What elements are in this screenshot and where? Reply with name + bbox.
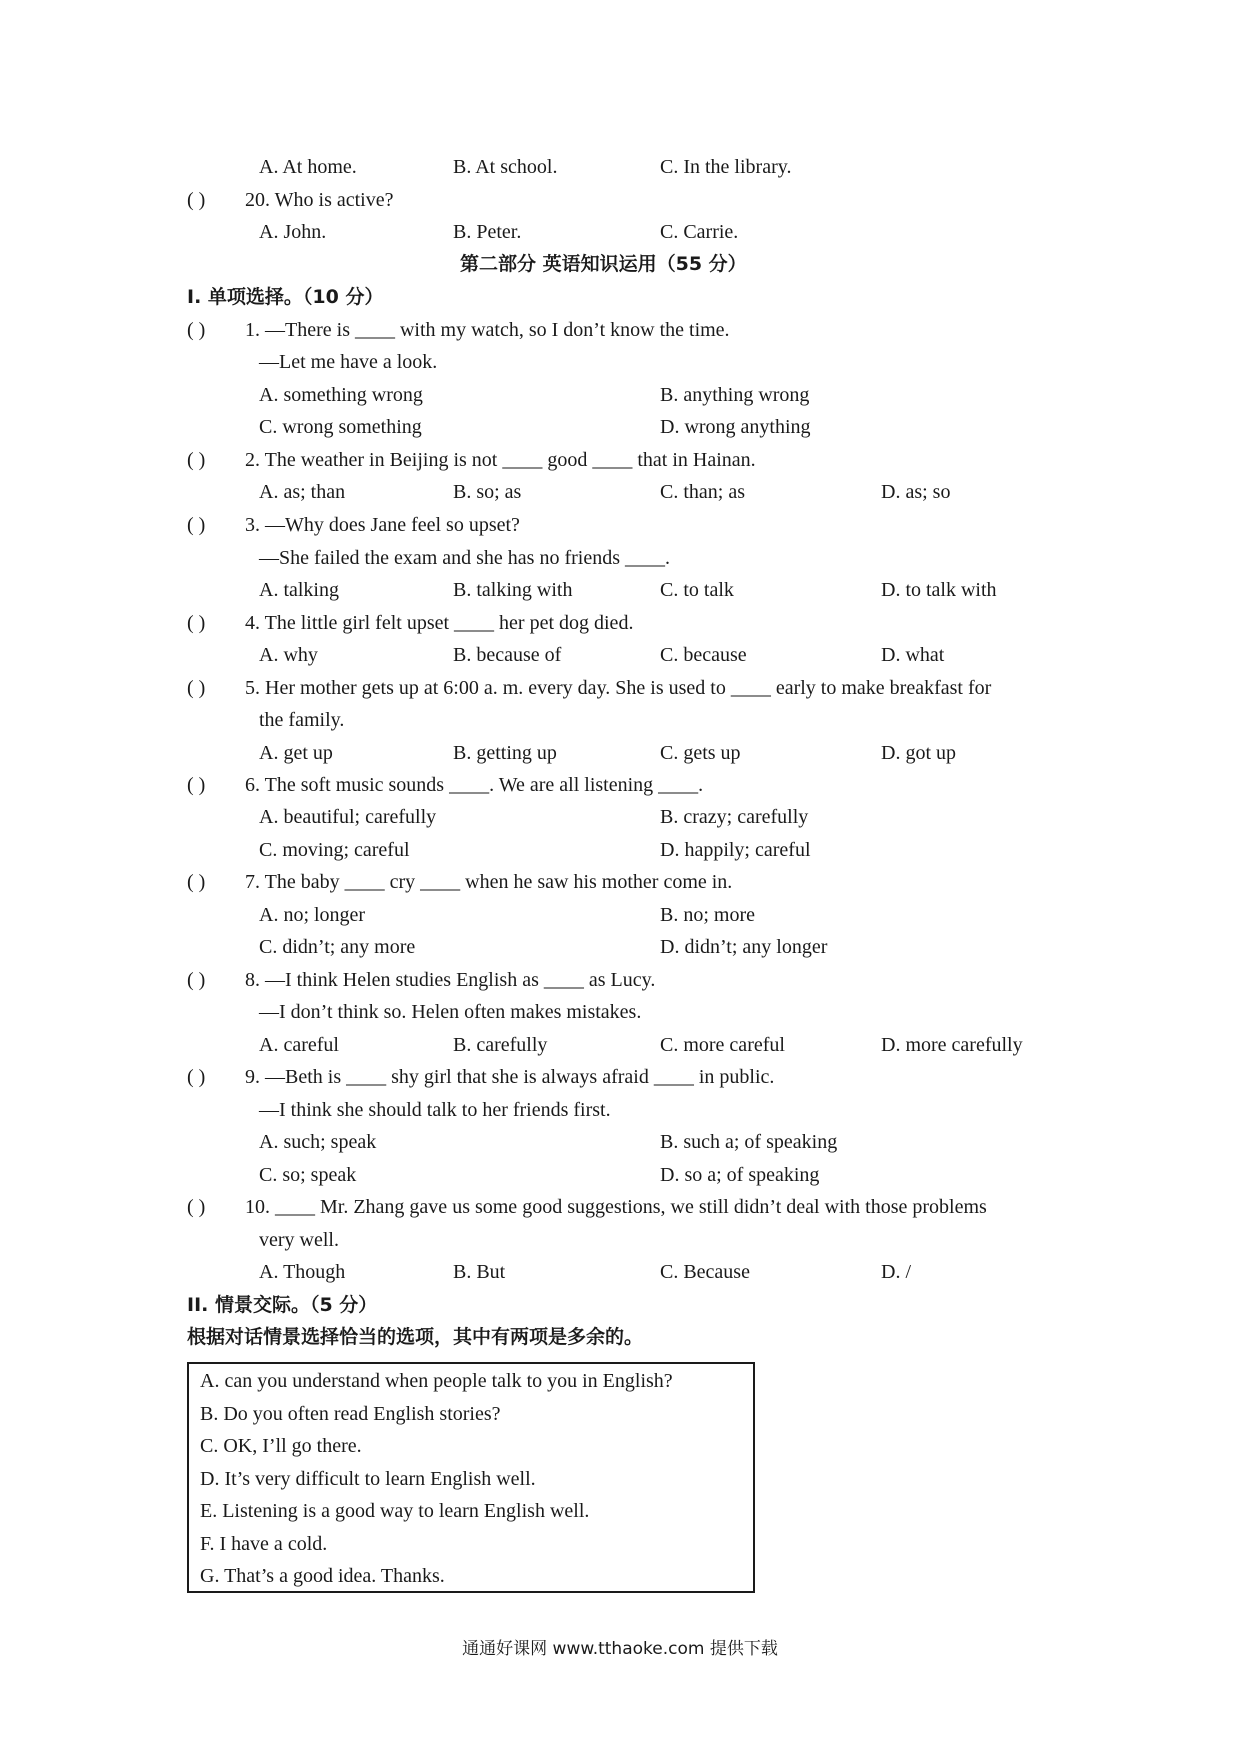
q9-stem-line2: —I think she should talk to her friends first. <box>259 1099 611 1121</box>
box-option-g: G. That’s a good idea. Thanks. <box>200 1565 445 1587</box>
q8-answer-blank[interactable]: ( ) <box>187 969 206 991</box>
q10-option-d: D. / <box>881 1261 911 1283</box>
q3-answer-blank[interactable]: ( ) <box>187 514 206 536</box>
q6-option-a: A. beautiful; carefully <box>259 806 437 828</box>
q4-answer-blank[interactable]: ( ) <box>187 612 206 634</box>
box-option-b: B. Do you often read English stories? <box>200 1403 501 1425</box>
q6-stem: 6. The soft music sounds ____. We are all listening ____. <box>245 774 704 796</box>
q9-option-a: A. such; speak <box>259 1131 377 1153</box>
box-option-f: F. I have a cold. <box>200 1533 328 1555</box>
q2-answer-blank[interactable]: ( ) <box>187 449 206 471</box>
q1-option-c: C. wrong something <box>259 416 422 438</box>
options-box <box>187 1362 755 1593</box>
q5-option-a: A. get up <box>259 742 333 764</box>
q19-option-a: A. At home. <box>259 156 357 178</box>
q5-stem-line2: the family. <box>259 709 345 731</box>
q3-option-d: D. to talk with <box>881 579 997 601</box>
q20-option-a: A. John. <box>259 221 327 243</box>
q2-option-a: A. as; than <box>259 481 346 503</box>
q4-option-b: B. because of <box>453 644 562 666</box>
section2-title: II. 情景交际。（5 分） <box>187 1294 378 1316</box>
q19-option-b: B. At school. <box>453 156 558 178</box>
q4-stem: 4. The little girl felt upset ____ her pet dog died. <box>245 612 634 634</box>
q9-option-c: C. so; speak <box>259 1164 357 1186</box>
q4-option-a: A. why <box>259 644 318 666</box>
q1-answer-blank[interactable]: ( ) <box>187 319 206 341</box>
part2-title: 第二部分 英语知识运用（55 分） <box>460 253 747 275</box>
q6-option-c: C. moving; careful <box>259 839 410 861</box>
q4-option-c: C. because <box>660 644 747 666</box>
q3-stem-line2: —She failed the exam and she has no friends ____. <box>259 547 671 569</box>
box-option-e: E. Listening is a good way to learn English well. <box>200 1500 590 1522</box>
section1-title: I. 单项选择。（10 分） <box>187 286 384 308</box>
q9-option-d: D. so a; of speaking <box>660 1164 820 1186</box>
q8-option-d: D. more carefully <box>881 1034 1023 1056</box>
q2-option-b: B. so; as <box>453 481 522 503</box>
q3-stem-line1: 3. —Why does Jane feel so upset? <box>245 514 520 536</box>
q9-option-b: B. such a; of speaking <box>660 1131 838 1153</box>
q20-option-c: C. Carrie. <box>660 221 739 243</box>
q10-option-b: B. But <box>453 1261 506 1283</box>
q1-stem-line2: —Let me have a look. <box>259 351 438 373</box>
q2-option-c: C. than; as <box>660 481 745 503</box>
box-option-a: A. can you understand when people talk to you in English? <box>200 1370 673 1392</box>
q7-option-d: D. didn’t; any longer <box>660 936 828 958</box>
q20-stem: 20. Who is active? <box>245 189 394 211</box>
q10-answer-blank[interactable]: ( ) <box>187 1196 206 1218</box>
q7-option-b: B. no; more <box>660 904 755 926</box>
q3-option-b: B. talking with <box>453 579 573 601</box>
q2-option-d: D. as; so <box>881 481 951 503</box>
q1-option-b: B. anything wrong <box>660 384 810 406</box>
q1-stem-line1: 1. —There is ____ with my watch, so I don’t know the time. <box>245 319 730 341</box>
q1-option-a: A. something wrong <box>259 384 423 406</box>
q8-option-b: B. carefully <box>453 1034 548 1056</box>
q9-stem-line1: 9. —Beth is ____ shy girl that she is always afraid ____ in public. <box>245 1066 775 1088</box>
q1-option-d: D. wrong anything <box>660 416 811 438</box>
q8-option-a: A. careful <box>259 1034 339 1056</box>
q10-option-c: C. Because <box>660 1261 750 1283</box>
q7-answer-blank[interactable]: ( ) <box>187 871 206 893</box>
q8-stem-line2: —I don’t think so. Helen often makes mistakes. <box>259 1001 642 1023</box>
q6-option-b: B. crazy; carefully <box>660 806 809 828</box>
q6-option-d: D. happily; careful <box>660 839 811 861</box>
q4-option-d: D. what <box>881 644 945 666</box>
q5-stem-line1: 5. Her mother gets up at 6:00 a. m. every day. She is used to ____ early to make breakfast for <box>245 677 992 699</box>
q19-option-c: C. In the library. <box>660 156 792 178</box>
q5-option-c: C. gets up <box>660 742 741 764</box>
q3-option-a: A. talking <box>259 579 339 601</box>
q6-answer-blank[interactable]: ( ) <box>187 774 206 796</box>
q10-option-a: A. Though <box>259 1261 346 1283</box>
q10-stem-line1: 10. ____ Mr. Zhang gave us some good suggestions, we still didn’t deal with those problems <box>245 1196 987 1218</box>
q7-option-a: A. no; longer <box>259 904 366 926</box>
page-footer: 通通好课网 www.tthaoke.com 提供下载 <box>462 1639 778 1659</box>
q5-option-b: B. getting up <box>453 742 557 764</box>
q10-stem-line2: very well. <box>259 1229 339 1251</box>
q7-stem: 7. The baby ____ cry ____ when he saw his mother come in. <box>245 871 733 893</box>
q20-option-b: B. Peter. <box>453 221 522 243</box>
q2-stem: 2. The weather in Beijing is not ____ good ____ that in Hainan. <box>245 449 756 471</box>
box-option-c: C. OK, I’ll go there. <box>200 1435 362 1457</box>
q3-option-c: C. to talk <box>660 579 734 601</box>
q20-answer-blank[interactable]: ( ) <box>187 189 206 211</box>
q9-answer-blank[interactable]: ( ) <box>187 1066 206 1088</box>
q7-option-c: C. didn’t; any more <box>259 936 416 958</box>
section2-instruction: 根据对话情景选择恰当的选项，其中有两项是多余的。 <box>187 1326 644 1348</box>
q8-stem-line1: 8. —I think Helen studies English as ____ as Lucy. <box>245 969 656 991</box>
q5-answer-blank[interactable]: ( ) <box>187 677 206 699</box>
box-option-d: D. It’s very difficult to learn English well. <box>200 1468 536 1490</box>
q5-option-d: D. got up <box>881 742 956 764</box>
q8-option-c: C. more careful <box>660 1034 785 1056</box>
